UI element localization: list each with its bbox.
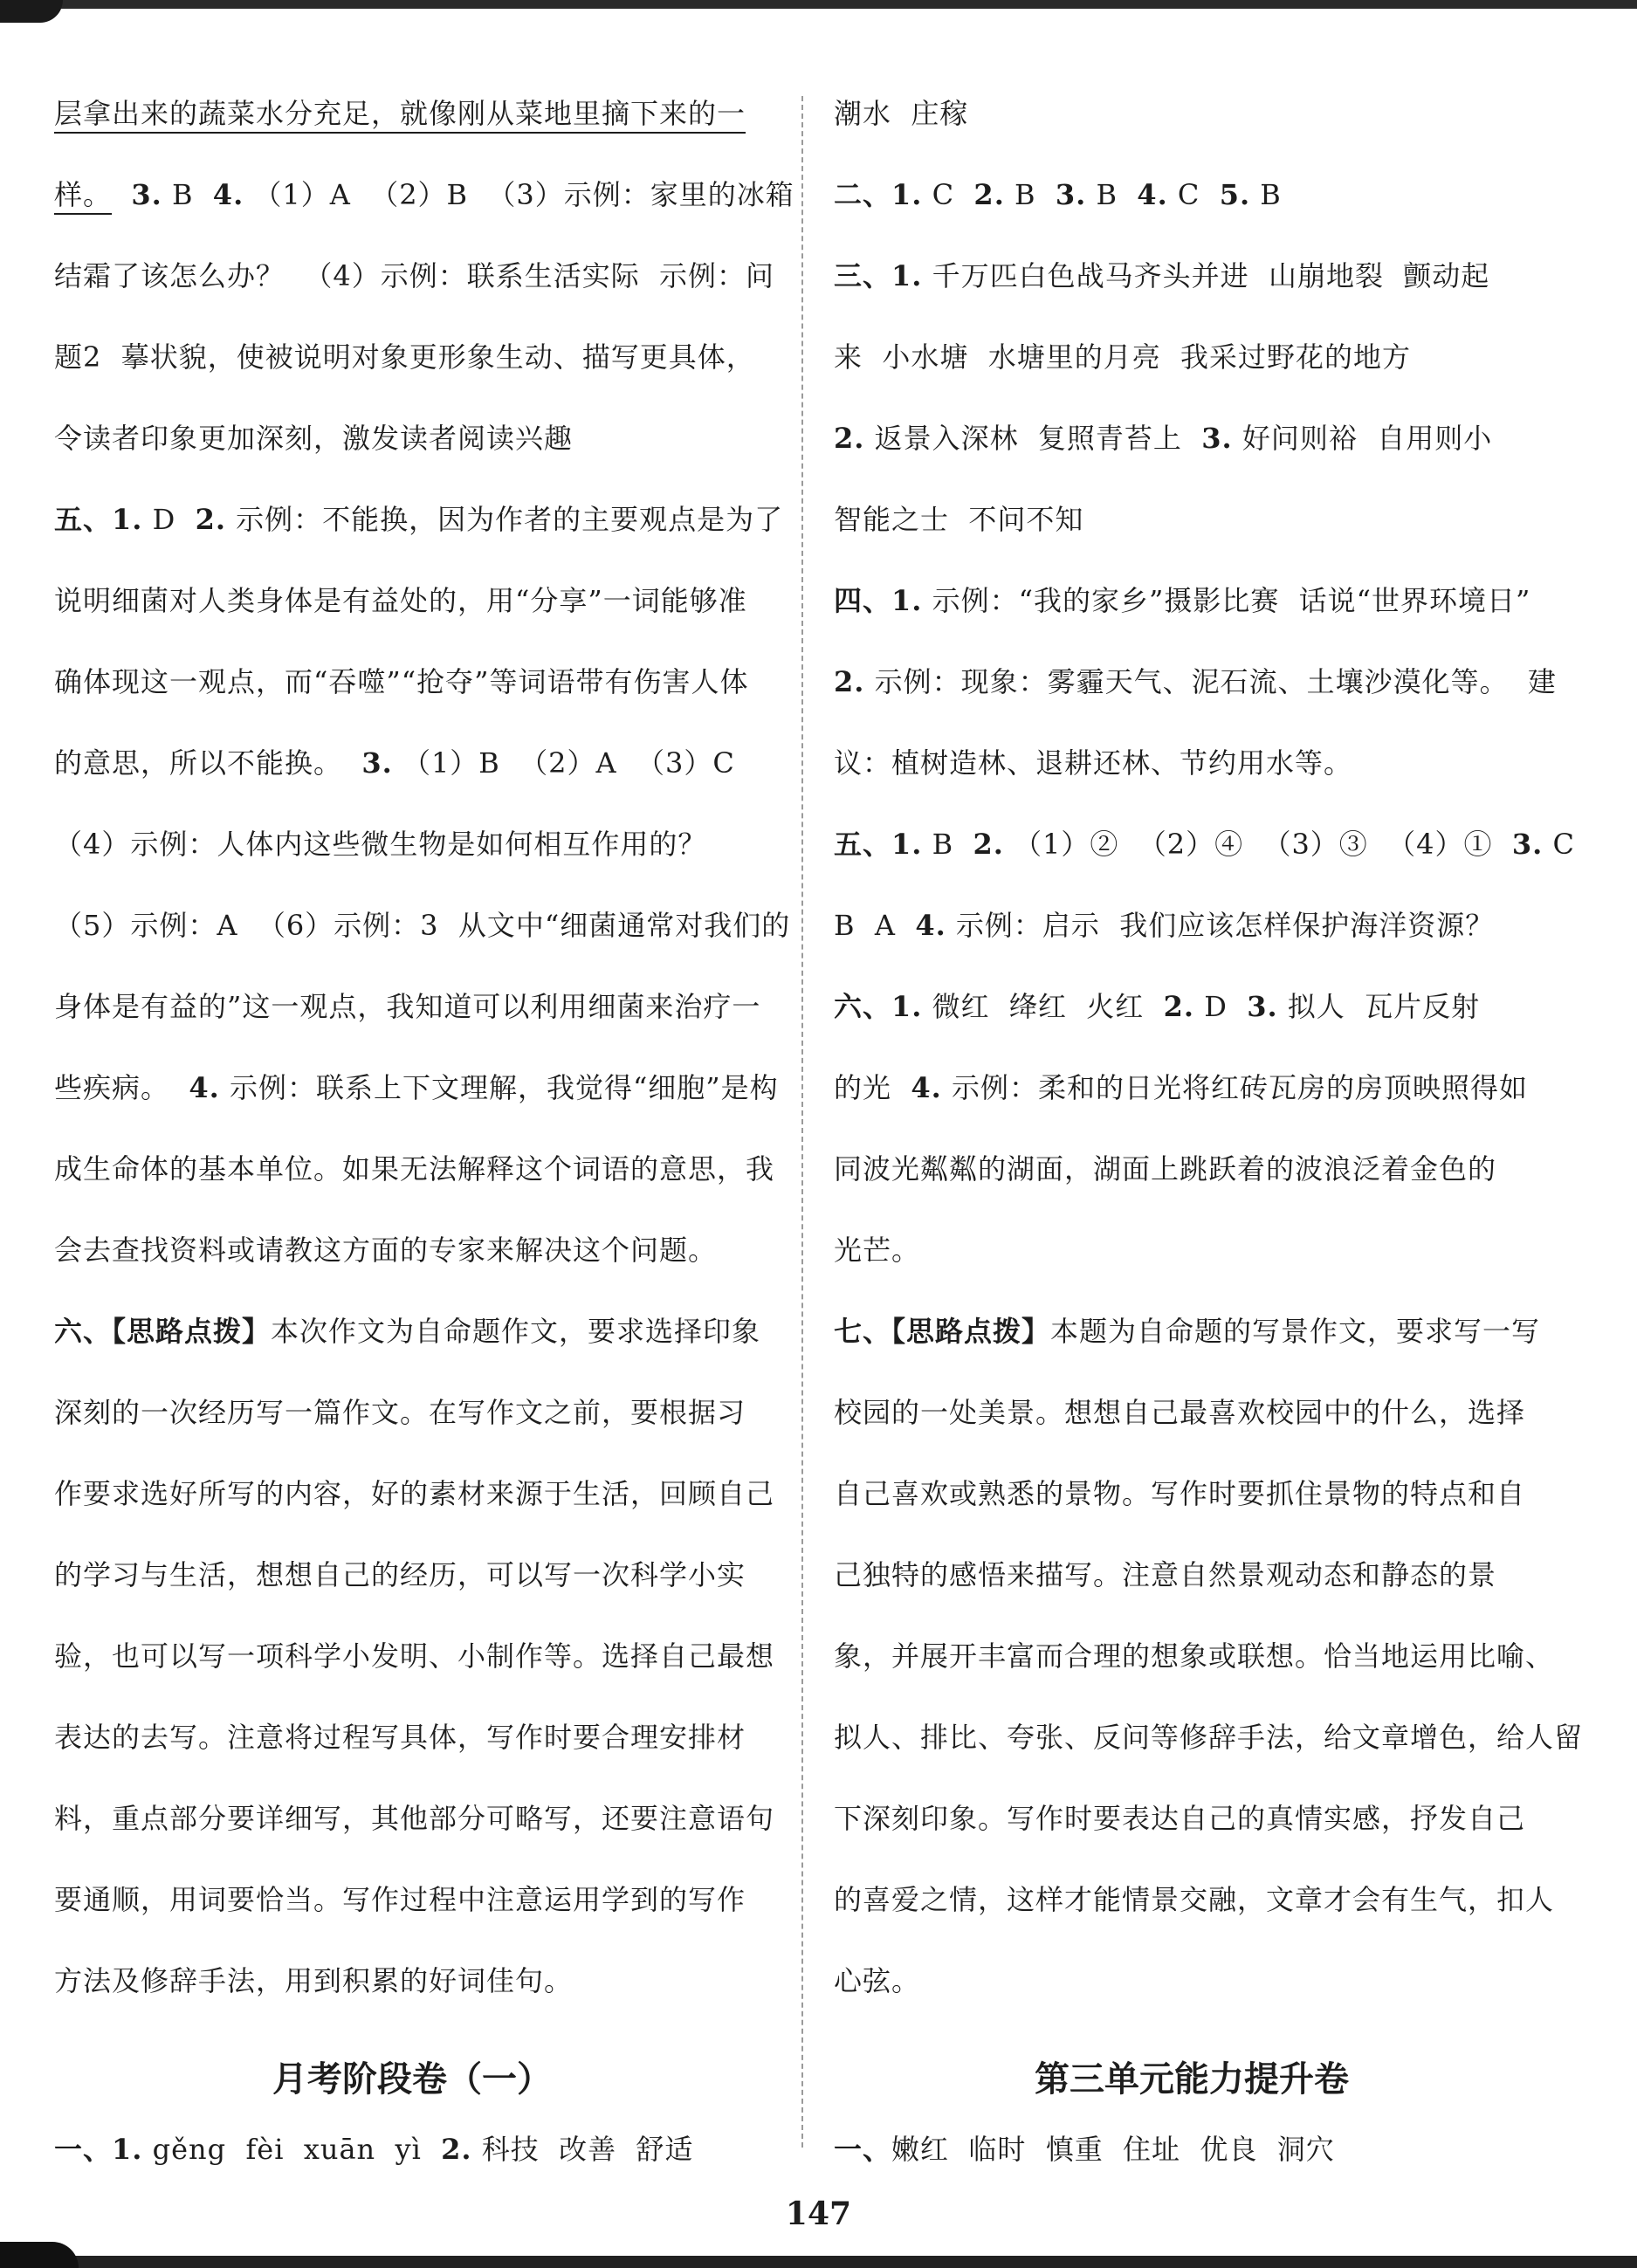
answer-line bbox=[834, 737, 1550, 818]
answer-text: B A bbox=[834, 909, 916, 942]
answer-text: 本次作文为自命题作文，要求选择印象 bbox=[271, 1315, 761, 1348]
answer-text: C bbox=[1167, 178, 1220, 211]
answer-number: 4. bbox=[189, 1071, 220, 1104]
answer-column-left bbox=[54, 87, 794, 2204]
answer-text: 拟人、排比、夸张、反问等修辞手法，给文章增色，给人留 bbox=[834, 1721, 1584, 1754]
answer-number: 4. bbox=[1137, 178, 1168, 211]
answer-text: 校园的一处美景。想想自己最喜欢校园中的什么，选择 bbox=[834, 1396, 1526, 1429]
answer-line bbox=[54, 168, 794, 250]
answer-text: 的喜爱之情，这样才能情景交融，文章才会有生气，扣人 bbox=[834, 1883, 1555, 1916]
answer-line bbox=[54, 412, 770, 493]
answer-line bbox=[54, 250, 775, 331]
answer-line bbox=[54, 818, 770, 899]
answer-text: 示例：启示 我们应该怎样保护海洋资源？ bbox=[946, 909, 1495, 942]
bottom-scan-border bbox=[0, 2256, 1637, 2268]
answer-text: （1）② （2）④ （3）③ （4）① bbox=[1003, 828, 1512, 861]
answer-text: 示例：现象：雾霾天气、泥石流、土壤沙漠化等。 建 bbox=[864, 665, 1557, 698]
answer-number: 2. bbox=[973, 828, 1004, 861]
answer-number: 2. bbox=[973, 178, 1005, 211]
answer-line bbox=[834, 1467, 1550, 1549]
answer-text: 成生命体的基本单位。如果无法解释这个词语的意思，我 bbox=[54, 1152, 775, 1186]
answer-number: 2. bbox=[834, 665, 865, 698]
answer-line bbox=[834, 1143, 1550, 1224]
answer-text: 象，并展开丰富而合理的想象或联想。恰当地运用比喻、 bbox=[834, 1639, 1555, 1673]
answer-line bbox=[834, 980, 1550, 1062]
answer-line bbox=[834, 87, 1550, 168]
answer-text: 验，也可以写一项科学小发明、小制作等。选择自己最想 bbox=[54, 1639, 775, 1673]
answer-number: 4. bbox=[915, 909, 946, 942]
answer-text: 光芒。 bbox=[834, 1234, 921, 1267]
answer-line bbox=[54, 1711, 770, 1792]
answer-number: 2. bbox=[195, 503, 226, 536]
answer-text: 令读者印象更加深刻，激发读者阅读兴趣 bbox=[54, 422, 574, 455]
answer-text: 示例：“我的家乡”摄影比赛 话说“世界环境日” bbox=[922, 584, 1531, 617]
answer-text: 智能之士 不问不知 bbox=[834, 503, 1084, 536]
answer-text: D bbox=[142, 503, 196, 536]
answer-line bbox=[54, 656, 770, 737]
bottom-corner-mark bbox=[0, 2242, 79, 2268]
answer-text: 的学习与生活，想想自己的经历，可以写一次科学小实 bbox=[54, 1558, 746, 1591]
answer-line bbox=[834, 1305, 1550, 1386]
answer-line bbox=[834, 818, 1575, 899]
answer-number: 3. bbox=[1247, 990, 1278, 1023]
answer-line bbox=[54, 1062, 779, 1143]
answer-text: 自己喜欢或熟悉的景物。写作时要抓住景物的特点和自 bbox=[834, 1477, 1526, 1510]
answer-text: 会去查找资料或请教这方面的专家来解决这个问题。 bbox=[54, 1234, 718, 1267]
answer-line bbox=[54, 331, 770, 412]
answer-line: 层拿出来的蔬菜水分充足，就像刚从菜地里摘下来的一 bbox=[54, 97, 746, 130]
answer-text: 确体现这一观点，而“吞噬”“抢夺”等词语带有伤害人体 bbox=[54, 665, 749, 698]
answer-line bbox=[54, 1467, 775, 1549]
answer-number: 六、1. bbox=[834, 990, 923, 1023]
answer-number: 3. bbox=[131, 178, 162, 211]
section-title: 月考阶段卷（一） bbox=[272, 2059, 552, 2100]
column-divider bbox=[801, 96, 803, 2148]
answer-line bbox=[834, 331, 1550, 412]
answer-number: 3. bbox=[1201, 422, 1233, 455]
answer-line bbox=[834, 493, 1550, 574]
answer-number: 六、【思路点拨】 bbox=[54, 1315, 272, 1348]
answer-number: 七、【思路点拨】 bbox=[834, 1315, 1051, 1348]
answer-text: 深刻的一次经历写一篇作文。在写作文之前，要根据习 bbox=[54, 1396, 746, 1429]
answer-line bbox=[54, 737, 770, 818]
answer-number: 3. bbox=[361, 746, 393, 780]
answer-text: B bbox=[162, 178, 213, 211]
answer-number: 3. bbox=[1511, 828, 1544, 861]
answer-text: 身体是有益的”这一观点，我知道可以利用细菌来治疗一 bbox=[54, 990, 761, 1023]
answer-text: 的意思，所以不能换。 bbox=[54, 746, 362, 780]
answer-text: 些疾病。 bbox=[54, 1071, 189, 1104]
answer-text: 方法及修辞手法，用到积累的好词佳句。 bbox=[54, 1964, 574, 1997]
answer-number: 三、1. bbox=[834, 259, 923, 292]
top-scan-border bbox=[0, 0, 1637, 9]
answer-number: 一、 bbox=[834, 2133, 892, 2166]
answer-text bbox=[112, 178, 131, 211]
answer-text: B bbox=[1250, 178, 1282, 211]
answer-line bbox=[834, 250, 1550, 331]
answer-line bbox=[834, 1062, 1550, 1143]
answer-line bbox=[54, 1143, 775, 1224]
answer-text: B bbox=[1086, 178, 1138, 211]
page-number: 147 bbox=[785, 2196, 852, 2232]
answer-text: 来 小水塘 水塘里的月亮 我采过野花的地方 bbox=[834, 340, 1412, 374]
answer-number: 3. bbox=[1055, 178, 1087, 211]
answer-text: 示例：柔和的日光将红砖瓦房的房顶映照得如 bbox=[941, 1071, 1528, 1104]
answer-line bbox=[54, 1305, 770, 1386]
answer-line bbox=[834, 1873, 1555, 1955]
answer-text: （1）B （2）A （3）C bbox=[392, 746, 735, 780]
answer-number: 4. bbox=[911, 1071, 942, 1104]
answer-text: gěng fèi xuān yì bbox=[142, 2133, 442, 2166]
answer-number: 五、1. bbox=[54, 503, 143, 536]
answer-number: 4. bbox=[212, 178, 244, 211]
answer-line bbox=[834, 1711, 1584, 1792]
answer-line bbox=[834, 1549, 1550, 1630]
answer-text: 心弦。 bbox=[834, 1964, 921, 1997]
answer-line bbox=[54, 1630, 775, 1711]
answer-text: B bbox=[1004, 178, 1056, 211]
answer-number: 五、1. bbox=[834, 828, 923, 861]
answer-line bbox=[834, 574, 1550, 656]
answer-text: C bbox=[922, 178, 974, 211]
answer-text: 表达的去写。注意将过程写具体，写作时要合理安排材 bbox=[54, 1721, 746, 1754]
answer-text: 示例：联系上下文理解，我觉得“细胞”是构 bbox=[219, 1071, 779, 1104]
answer-line bbox=[834, 656, 1557, 737]
top-corner-mark bbox=[0, 0, 63, 23]
answer-line bbox=[834, 1955, 1550, 2036]
answer-text: （5）示例：A （6）示例：3 从文中“细菌通常对我们的 bbox=[54, 909, 791, 942]
answer-text: 的光 bbox=[834, 1071, 911, 1104]
answer-line bbox=[54, 1386, 770, 1467]
answer-line bbox=[54, 1792, 775, 1873]
answer-line bbox=[834, 168, 1550, 250]
answer-text: 好问则裕 自用则小 bbox=[1232, 422, 1493, 455]
answer-text: 潮水 庄稼 bbox=[834, 97, 969, 130]
answer-text: B bbox=[922, 828, 973, 861]
answer-text: 题2 摹状貌，使被说明对象更形象生动、描写更具体， bbox=[54, 340, 755, 374]
answer-line bbox=[54, 1955, 770, 2036]
answer-text: 要通顺，用词要恰当。写作过程中注意运用学到的写作 bbox=[54, 1883, 746, 1916]
answer-text: 说明细菌对人类身体是有益处的，用“分享”一词能够准 bbox=[54, 584, 747, 617]
answer-number: 一、1. bbox=[54, 2133, 143, 2166]
answer-line bbox=[54, 2123, 770, 2204]
answer-line bbox=[54, 493, 784, 574]
answer-text: 料，重点部分要详细写，其他部分可略写，还要注意语句 bbox=[54, 1802, 775, 1835]
answer-text: 返景入深林 复照青苔上 bbox=[864, 422, 1202, 455]
answer-text: 微红 绛红 火红 bbox=[922, 990, 1164, 1023]
answer-line bbox=[54, 980, 770, 1062]
answer-line bbox=[54, 1873, 770, 1955]
answer-line bbox=[54, 899, 791, 980]
answer-text: （1）A （2）B （3）示例：家里的冰箱 bbox=[244, 178, 794, 211]
answer-number: 2. bbox=[441, 2133, 472, 2166]
answer-line bbox=[834, 1224, 1550, 1305]
answer-number: 二、1. bbox=[834, 178, 923, 211]
underlined-text: 样。 bbox=[54, 178, 113, 211]
answer-line bbox=[54, 574, 770, 656]
answer-line bbox=[834, 899, 1550, 980]
answer-text: C bbox=[1543, 828, 1575, 861]
answer-text: 己独特的感悟来描写。注意自然景观动态和静态的景 bbox=[834, 1558, 1497, 1591]
answer-text: D bbox=[1194, 990, 1248, 1023]
answer-text: 嫩红 临时 慎重 住址 优良 洞穴 bbox=[891, 2133, 1335, 2166]
answer-line bbox=[834, 1792, 1550, 1873]
section-title: 第三单元能力提升卷 bbox=[1035, 2059, 1349, 2100]
answer-number: 5. bbox=[1219, 178, 1251, 211]
answer-text: 千万匹白色战马齐头并进 山崩地裂 颤动起 bbox=[922, 259, 1490, 292]
answer-number: 2. bbox=[834, 422, 865, 455]
answer-column-right bbox=[834, 87, 1584, 2204]
answer-line bbox=[834, 2123, 1550, 2204]
answer-number: 四、1. bbox=[834, 584, 923, 617]
answer-text: 议：植树造林、退耕还林、节约用水等。 bbox=[834, 746, 1353, 780]
answer-line bbox=[834, 1386, 1550, 1467]
answer-text: 下深刻印象。写作时要表达自己的真情实感，抒发自己 bbox=[834, 1802, 1526, 1835]
answer-text: （4）示例：人体内这些微生物是如何相互作用的？ bbox=[54, 828, 707, 861]
answer-text: 科技 改善 舒适 bbox=[471, 2133, 694, 2166]
answer-line bbox=[54, 1549, 770, 1630]
answer-text: 示例：不能换，因为作者的主要观点是为了 bbox=[226, 503, 784, 536]
answer-line bbox=[834, 412, 1550, 493]
answer-text: 拟人 瓦片反射 bbox=[1277, 990, 1481, 1023]
answer-number: 2. bbox=[1163, 990, 1195, 1023]
answer-text: 作要求选好所写的内容，好的素材来源于生活，回顾自己 bbox=[54, 1477, 775, 1510]
answer-line bbox=[54, 1224, 770, 1305]
answer-line bbox=[834, 1630, 1555, 1711]
answer-text: 结霜了该怎么办？ （4）示例：联系生活实际 示例：问 bbox=[54, 259, 775, 292]
answer-text: 本题为自命题的写景作文，要求写一写 bbox=[1050, 1315, 1541, 1348]
answer-text: 同波光粼粼的湖面，湖面上跳跃着的波浪泛着金色的 bbox=[834, 1152, 1497, 1186]
